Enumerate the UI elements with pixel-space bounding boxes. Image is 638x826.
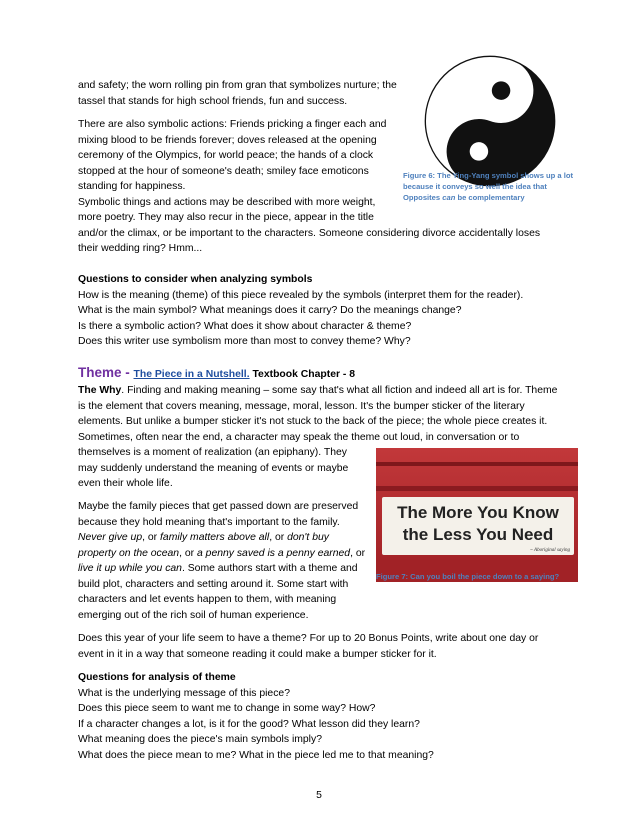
theme-heading [78,364,355,384]
body-text: , or [179,547,197,559]
question-item: If a character changes a lot, is it for the good? What lesson did they learn? [78,718,420,730]
question-item: Is there a symbolic action? What does it show about character & theme? [78,320,412,332]
body-line: even their whole life. [78,478,173,489]
body-line [78,561,358,577]
example-saying: Never give up [78,532,143,543]
theme-questions-heading: Questions for analysis of theme [78,672,236,683]
sticker-attribution: ~ Aboriginal saying [530,548,570,553]
example-saying: don't buy [287,532,329,543]
symbols-questions-heading: Questions to consider when analyzing symbols [78,274,313,285]
caption-text: Opposites [403,193,443,202]
body-line: Does this year of your life seem to have a theme? For up to 20 Bonus Points, write about one day or [78,633,539,644]
trunk-edge [376,486,578,491]
body-text: , or [350,547,366,559]
body-line: may suddenly understand the meaning of events or maybe [78,462,349,474]
body-line: tassel that stands for high school friends, fun and success. [78,95,348,107]
body-line: and/or the climax, or be important to the characters. Someone considering divorce accidentally loses [78,227,541,239]
body-line: stopped at the hour of someone's death; smiley face emoticons [78,165,369,177]
body-line [78,546,365,562]
sticker-line-2: the Less You Need [402,525,554,544]
body-text: , or [142,532,161,543]
question-item: What meaning does the piece's main symbols imply? [78,734,322,745]
body-line: emerging out of the rich soil of human experience. [78,609,309,621]
body-line: themselves is a moment of realization (an epiphany). They [78,447,347,458]
caption-text: be complementary [455,193,525,202]
question-item: What is the main symbol? What meanings does it carry? Do the meanings change? [78,305,462,316]
body-line: Sometimes, often near the end, a character may speak the theme out loud, in conversation or to [78,431,520,443]
question-item: Does this piece seem to want me to change in some way? How? [78,703,376,714]
body-line: Maybe the family pieces that get passed down are preserved [78,501,359,512]
body-line: and safety; the worn rolling pin from gran that symbolizes nurture; the [78,80,397,91]
bumper-sticker-image [376,448,578,582]
example-saying: a penny saved is a penny earned [197,547,351,559]
body-line: ceremony of the Olympics, for world peace; the hands of a clock [78,150,374,161]
body-line: their wedding ring? Hmm... [78,243,203,254]
theme-title: Theme - [78,365,134,380]
caption-line: because it conveys so well the idea that [403,182,547,191]
body-line: build plot, characters and setting around it. Some start with [78,578,349,590]
body-text: . Some authors start with a theme and [181,563,358,574]
question-item: What does the piece mean to me? What in the piece led me to that meaning? [78,749,434,761]
body-line [78,383,557,399]
body-text: , or [269,532,288,543]
body-line: Symbolic things and actions may be described with more weight, [78,196,376,208]
nutshell-link[interactable]: The Piece in a Nutshell. [133,369,250,380]
yin-yang-image [424,55,556,187]
question-item: What is the underlying message of this piece? [78,687,290,699]
body-line: characters and let events happen to them, with meaning [78,594,337,605]
caption-line: Figure 6: The Ying-Yang symbol shows up a lot [403,171,574,180]
body-line: elements. But unlike a bumper sticker it's not stuck to the back of the piece; the whole piece creates it. [78,416,548,427]
question-item: Does this writer use symbolism more than most to convey theme? Why? [78,336,411,347]
caption-line [403,192,573,203]
body-line: mixing blood to be friends forever; doves released at the opening [78,134,377,146]
example-saying: family matters above all [160,532,270,543]
why-label: The Why [78,385,122,396]
figure-6-caption [403,170,573,203]
question-item: How is the meaning (theme) of this piece revealed by the symbols (interpret them for the reader). [78,289,524,301]
example-saying: live it up while you can [78,563,182,574]
body-line: There are also symbolic actions: Friends pricking a finger each and [78,119,387,130]
body-line: event in it in a way that someone reading it could make a bumper sticker for it. [78,648,437,660]
trunk-edge [376,462,578,466]
body-line [78,530,329,546]
sticker-line-1: The More You Know [397,503,559,522]
body-line: standing for happiness. [78,181,186,192]
chapter-label: Textbook Chapter - 8 [249,369,356,380]
page-number: 5 [316,790,322,801]
figure-7-caption: Figure 7: Can you boil the piece down to a saying? [376,572,560,581]
body-line: more poetry. They may also recur in the piece, appear in the title [78,212,374,223]
example-saying: property on the ocean [78,547,180,559]
why-text: . Finding and making meaning – some say that's what all fiction and indeed all art is for. Theme [121,385,558,396]
body-line: because they hold meaning that's important to the family. [78,516,340,528]
body-line: is the element that covers meaning, message, moral, lesson. It's the bumper sticker of the literary [78,400,525,412]
caption-emphasis: can [442,193,456,202]
